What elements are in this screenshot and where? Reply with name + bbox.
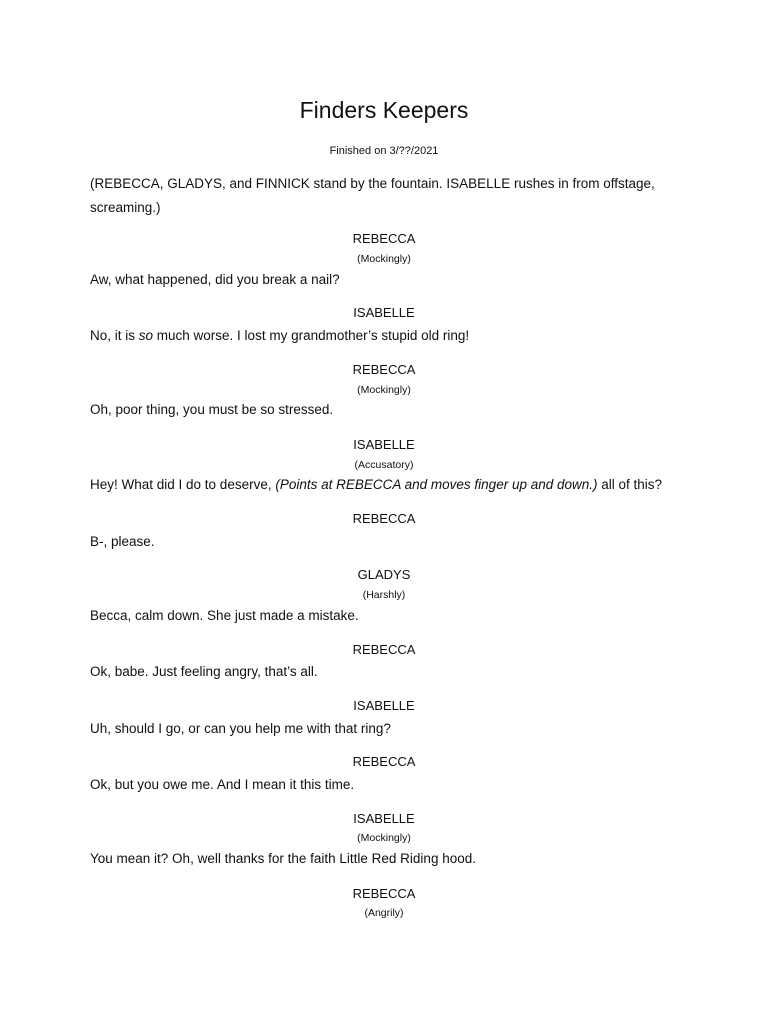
speaker-name: ISABELLE (353, 437, 415, 452)
speaker-name: REBECCA (352, 754, 416, 769)
dialogue-emphasis: so (138, 328, 154, 343)
finished-date: Finished on 3/??/2021 (329, 145, 439, 157)
parenthetical: (Mockingly) (357, 832, 411, 844)
speaker-name: ISABELLE (353, 811, 415, 826)
dialogue-line: Uh, should I go, or can you help me with that ring? (90, 721, 391, 736)
speaker-name: GLADYS (357, 567, 411, 582)
dialogue-line: Aw, what happened, did you break a nail? (90, 272, 340, 287)
dialogue-text: much worse. I lost my grandmother’s stupid old ring! (153, 328, 470, 343)
speaker-name: REBECCA (352, 511, 416, 526)
dialogue-line: Ok, but you owe me. And I mean it this time. (90, 777, 355, 792)
dialogue-line: B-, please. (90, 534, 155, 549)
speaker-name: ISABELLE (353, 698, 415, 713)
parenthetical: (Mockingly) (357, 384, 411, 396)
dialogue-line: Oh, poor thing, you must be so stressed. (90, 402, 334, 417)
parenthetical: (Angrily) (364, 907, 404, 919)
dialogue-text: No, it is (90, 328, 139, 343)
speaker-name: REBECCA (352, 642, 416, 657)
parenthetical: (Harshly) (362, 589, 406, 601)
parenthetical: (Accusatory) (354, 459, 414, 471)
page-title: Finders Keepers (299, 97, 469, 123)
dialogue-line (90, 475, 710, 495)
dialogue-line: Becca, calm down. She just made a mistake. (90, 608, 359, 623)
speaker-name: REBECCA (352, 886, 416, 901)
dialogue-text: all of this? (597, 477, 663, 492)
stage-direction: (REBECCA, GLADYS, and FINNICK stand by the fountain. ISABELLE rushes in from offstage, screaming.) (90, 176, 655, 215)
dialogue-line (90, 326, 710, 346)
dialogue-line: Ok, babe. Just feeling angry, that’s all. (90, 664, 318, 679)
speaker-name: ISABELLE (353, 305, 415, 320)
dialogue-line: You mean it? Oh, well thanks for the faith Little Red Riding hood. (90, 851, 476, 866)
speaker-name: REBECCA (352, 362, 416, 377)
parenthetical: (Mockingly) (357, 253, 411, 265)
speaker-name: REBECCA (352, 231, 416, 246)
stage-direction-inline: (Points at REBECCA and moves finger up and down.) (275, 477, 598, 492)
dialogue-text: Hey! What did I do to deserve, (90, 477, 276, 492)
